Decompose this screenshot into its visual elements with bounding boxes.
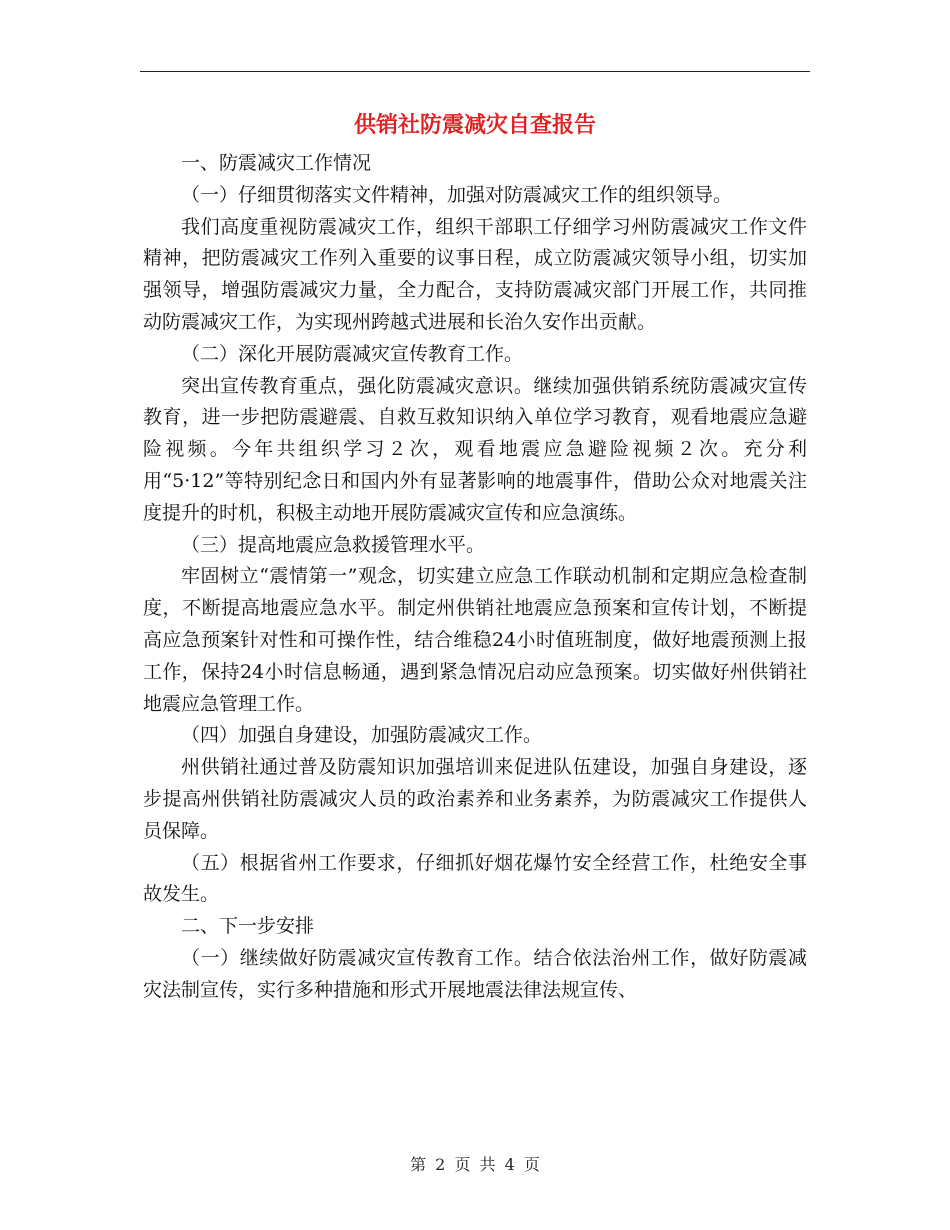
body-paragraph: 牢固树立“震情第一”观念，切实建立应急工作联动机制和定期应急检查制度，不断提高地震应急水平。制定州供销社地震应急预案和宣传计划，不断提高应急预案针对性和可操作性，结合维稳24小时值班制度，做好地震预测上报工作，保持24小时信息畅通，遇到紧急情况启动应急预案。切实做好州供销社地震应急管理工作。 [143,565,807,715]
subsection-heading: （五）根据省州工作要求，仔细抓好烟花爆竹安全经营工作，杜绝安全事故发生。 [143,851,807,906]
document-title: 供销社防震减灾自查报告 [353,112,596,138]
subsection-heading: （二）深化开展防震减灾宣传教育工作。 [181,342,524,365]
body-paragraph: 突出宣传教育重点，强化防震减灾意识。继续加强供销系统防震减灾宣传教育，进一步把防震避震、自救互救知识纳入单位学习教育，观看地震应急避险视频。今年共组织学习２次，观看地震应急避险视频２次。充分利用“5·12”等特别纪念日和国内外有显著影响的地震事件，借助公众对地震关注度提升的时机，积极主动地开展防震减灾宣传和应急演练。 [143,374,807,524]
subsection-heading: （四）加强自身建设，加强防震减灾工作。 [181,724,543,747]
section-heading: 一、防震减灾工作情况 [181,152,372,174]
subsection-heading: （三）提高地震应急救援管理水平。 [181,533,486,556]
header-rule [140,71,810,72]
body-paragraph: （一）继续做好防震减灾宣传教育工作。结合依法治州工作，做好防震减灾法制宣传，实行多种措施和形式开展地震法律法规宣传、 [143,946,807,1001]
subsection-heading: （一）仔细贯彻落实文件精神，加强对防震减灾工作的组织领导。 [181,183,733,206]
document-body [143,148,807,1007]
body-paragraph: 州供销社通过普及防震知识加强培训来促进队伍建设，加强自身建设，逐步提高州供销社防震减灾人员的政治素养和业务素养，为防震减灾工作提供人员保障。 [143,756,807,842]
page-number-footer: 第 2 页 共 4 页 [410,1155,540,1174]
body-paragraph: 我们高度重视防震减灾工作，组织干部职工仔细学习州防震减灾工作文件精神，把防震减灾工作列入重要的议事日程，成立防震减灾领导小组，切实加强领导，增强防震减灾力量，全力配合，支持防震减灾部门开展工作，共同推动防震减灾工作，为实现州跨越式进展和长治久安作出贡献。 [143,215,807,333]
section-heading: 二、下一步安排 [181,915,315,938]
